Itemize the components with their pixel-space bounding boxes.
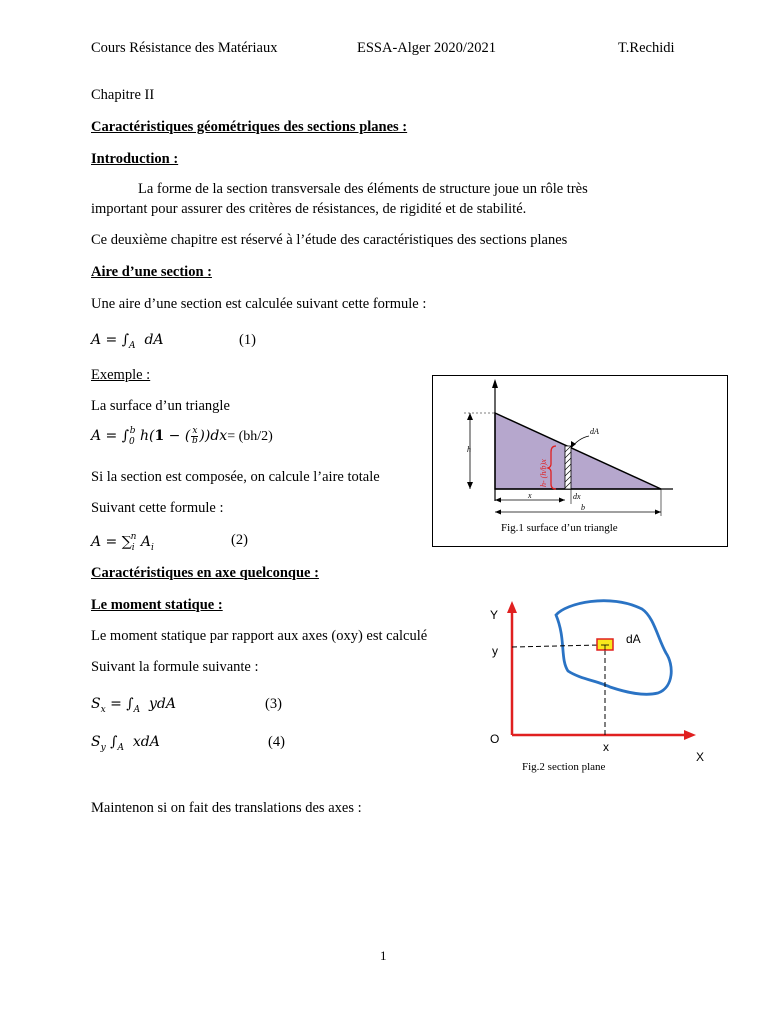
fig1-frame	[432, 375, 728, 547]
fig2-label-x: x	[603, 740, 609, 754]
static-moment-heading: Le moment statique :	[91, 597, 223, 613]
introduction-line-2: important pour assurer des critères de résistances, de rigidité et de stabilité.	[91, 201, 527, 217]
chapter-label: Chapitre II	[91, 87, 155, 103]
fig1-triangle	[495, 413, 661, 489]
triangle-text: La surface d’un triangle	[91, 398, 230, 414]
fig2-dash-y	[512, 645, 600, 647]
fig1-dA-pointer	[571, 436, 589, 448]
triangle-formula: $A = \int_0^b$ h(1 − ( $\frac{x}{b}$ ))dx= (bh/2)	[91, 425, 273, 447]
formula-4: $S_y$ $\int_A$ xdA	[91, 734, 160, 753]
page-number: 1	[380, 948, 387, 963]
fig2-label-y: y	[492, 644, 498, 658]
introduction-sentence: Ce deuxième chapitre est réservé à l’étude des caractéristiques des sections planes	[91, 232, 568, 248]
fig1-label-b: b	[581, 503, 585, 512]
fig1-caption: Fig.1 surface d’un triangle	[501, 522, 618, 534]
fig1-label-expr: h- (h/b)x	[539, 459, 548, 487]
example-heading: Exemple :	[91, 367, 151, 383]
formula-1: $A = \int_A$ dA	[91, 332, 164, 351]
fig2-label-Y: Y	[490, 608, 499, 622]
formula-2-number: (2)	[231, 532, 248, 548]
fig2-label-X: X	[696, 750, 705, 764]
introduction-line-1: La forme de la section transversale des éléments de structure joue un rôle très	[138, 181, 588, 197]
fig2-section-diagram	[470, 595, 720, 780]
fig1-label-x: x	[528, 491, 532, 500]
header-course: Cours Résistance des Matériaux	[91, 40, 278, 56]
introduction-heading: Introduction :	[91, 151, 179, 167]
composite-text: Si la section est composée, on calcule l’aire totale	[91, 469, 380, 485]
arbitrary-axis-heading: Caractéristiques en axe quelconque :	[91, 565, 319, 581]
triangle-result: = (bh/2)	[227, 429, 273, 444]
static-moment-line-2: Suivant la formule suivante :	[91, 659, 259, 675]
formula-3: $S_x = \int_A$ ydA	[91, 696, 176, 715]
fig1-label-dx: dx	[573, 492, 581, 501]
fig1-triangle-diagram	[433, 376, 727, 546]
header-author: T.Rechidi	[618, 40, 675, 56]
formula-1-number: (1)	[239, 332, 256, 348]
fig2-caption: Fig.2 section plane	[522, 761, 606, 773]
formula-3-number: (3)	[265, 696, 282, 712]
area-heading: Aire d’une section :	[91, 264, 212, 280]
fig2-container	[470, 595, 720, 780]
fig2-label-dA: dA	[626, 632, 641, 646]
formula-intro: Suivant cette formule :	[91, 500, 224, 516]
fig1-label-dA: dA	[590, 427, 599, 436]
formula-4-number: (4)	[268, 734, 285, 750]
fig1-label-h: h	[467, 445, 471, 454]
fig1-axis-arrow	[492, 379, 498, 388]
fig2-label-O: O	[490, 732, 500, 746]
closing-sentence: Maintenon si on fait des translations des axes :	[91, 800, 362, 816]
formula-2: $A = \sum_i^n$ $A_i$	[91, 532, 154, 553]
page-title: Caractéristiques géométriques des sections planes :	[91, 119, 408, 135]
static-moment-line-1: Le moment statique par rapport aux axes (oxy) est calculé	[91, 628, 428, 644]
header-school: ESSA-Alger 2020/2021	[357, 40, 496, 56]
area-text: Une aire d’une section est calculée suivant cette formule :	[91, 296, 427, 312]
